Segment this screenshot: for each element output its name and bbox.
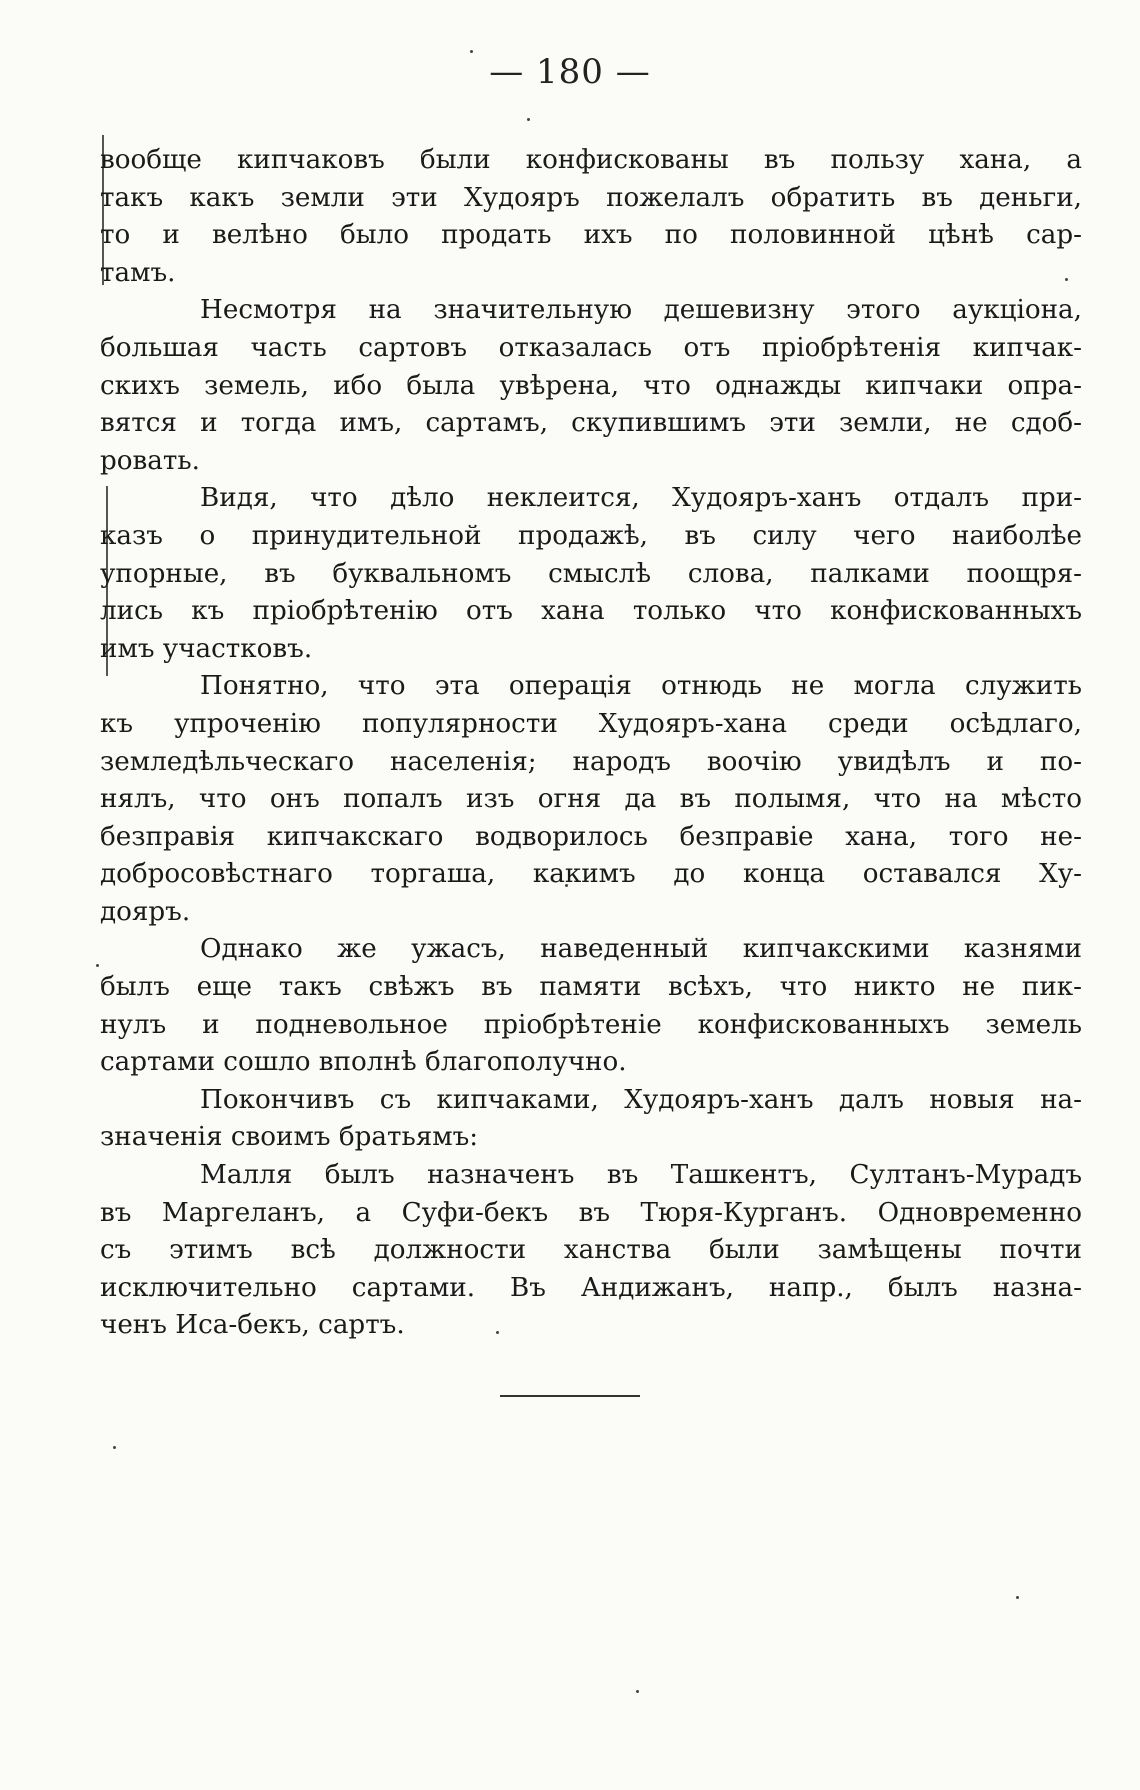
text-line: былъ еще такъ свѣжъ въ памяти всѣхъ, что никто не пик- (100, 972, 1082, 1003)
text-line: лись къ пріобрѣтенію отъ хана только что конфискованныхъ (100, 596, 1082, 627)
text-line: исключительно сартами. Въ Андижанъ, напр., былъ назна- (100, 1272, 1082, 1303)
paragraph-3 (100, 480, 1082, 668)
print-speck (96, 964, 99, 967)
text-line: Несмотря на значительную дешевизну этого аукціона, (200, 295, 1082, 326)
text-line: вятся и тогда имъ, сартамъ, скупившимъ эти земли, не сдоб- (100, 408, 1082, 439)
text-line: Видя, что дѣло неклеится, Худояръ-ханъ отдалъ при- (200, 483, 1082, 514)
paragraph-2 (100, 292, 1082, 480)
text-line: нялъ, что онъ попалъ изъ огня да въ полымя, что на мѣсто (100, 784, 1082, 815)
print-speck (527, 118, 530, 121)
paragraph-5 (100, 931, 1082, 1081)
paragraph-1 (100, 142, 1082, 292)
text-line: большая часть сартовъ отказалась отъ пріобрѣтенія кипчак- (100, 332, 1082, 363)
page-number: — 180 — (489, 52, 651, 92)
text-line: Покончивъ съ кипчаками, Худояръ-ханъ далъ новыя на- (200, 1084, 1082, 1115)
text-line: нулъ и подневольное пріобрѣтеніе конфискованныхъ земель (100, 1009, 1082, 1040)
text-line: то и велѣно было продать ихъ по половинной цѣнѣ сар- (100, 220, 1082, 251)
print-speck (1016, 1596, 1019, 1599)
text-line: значенія своимъ братьямъ: (100, 1122, 479, 1153)
text-line: ровать. (100, 445, 200, 476)
text-line: такъ какъ земли эти Худояръ пожелалъ обратить въ деньги, (100, 182, 1082, 213)
paragraph-7 (100, 1157, 1082, 1345)
text-line: тамъ. (100, 257, 176, 288)
text-line: сартами сошло вполнѣ благополучно. (100, 1047, 627, 1078)
text-line: упорные, въ буквальномъ смыслѣ слова, палками поощря- (100, 558, 1082, 589)
text-line: вообще кипчаковъ были конфискованы въ пользу хана, а (100, 145, 1082, 175)
paragraph-6 (100, 1082, 1082, 1157)
text-line: безправія кипчакскаго водворилось безправіе хана, того не- (100, 821, 1082, 852)
text-line: казъ о принудительной продажѣ, въ силу чего наиболѣе (100, 520, 1082, 551)
text-line: добросовѣстнаго торгаша, какимъ до конца оставался Ху- (100, 859, 1082, 890)
text-line: земледѣльческаго населенія; народъ воочію увидѣлъ и по- (100, 746, 1082, 777)
end-rule (500, 1395, 640, 1397)
print-speck (470, 50, 473, 53)
text-line: скихъ земель, ибо была увѣрена, что однажды кипчаки опра- (100, 370, 1082, 401)
text-line: имъ участковъ. (100, 633, 313, 664)
text-line: въ Маргеланъ, а Суфи-бекъ въ Тюря-Курганъ. Одновременно (100, 1197, 1082, 1228)
text-line: ченъ Иса-бекъ, сартъ. (100, 1310, 405, 1341)
paragraph-4 (100, 668, 1082, 931)
text-line: Малля былъ назначенъ въ Ташкентъ, Султанъ-Мурадъ (200, 1160, 1082, 1191)
print-speck (636, 1690, 639, 1693)
text-line: къ упроченію популярности Худояръ-хана среди осѣдлаго, (100, 708, 1082, 739)
print-speck (113, 1446, 116, 1449)
text-line: Понятно, что эта операція отнюдь не могла служить (200, 671, 1082, 702)
body-text (100, 142, 1082, 1345)
text-line: Однако же ужасъ, наведенный кипчакскими казнями (200, 934, 1082, 965)
text-line: дояръ. (100, 896, 191, 927)
text-line: съ этимъ всѣ должности ханства были замѣщены почти (100, 1235, 1082, 1266)
